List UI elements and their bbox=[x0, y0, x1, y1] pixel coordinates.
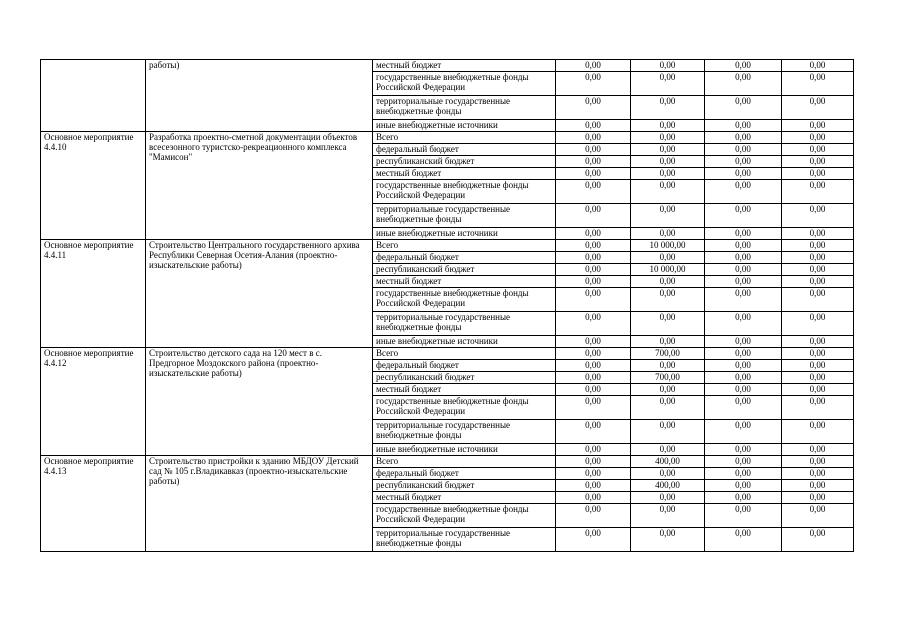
amount-value: 0,00 bbox=[809, 336, 826, 346]
amount-cell bbox=[705, 168, 782, 180]
amount-cell bbox=[631, 384, 705, 396]
amount-cell bbox=[631, 204, 705, 228]
funding-source-cell: территориальные государственные внебюджетные фонды bbox=[373, 528, 556, 552]
amount-cell bbox=[631, 372, 705, 384]
amount-value: 0,00 bbox=[585, 120, 601, 130]
amount-value: 0,00 bbox=[735, 456, 751, 466]
amount-value: 0,00 bbox=[809, 252, 826, 262]
amount-value: 0,00 bbox=[585, 252, 601, 262]
amount-cell bbox=[782, 276, 854, 288]
funding-source-cell: местный бюджет bbox=[373, 276, 556, 288]
amount-value: 0,00 bbox=[585, 132, 601, 142]
amount-value: 400,00 bbox=[655, 456, 680, 466]
amount-cell bbox=[631, 228, 705, 240]
amount-cell bbox=[705, 504, 782, 528]
amount-value: 0,00 bbox=[585, 420, 601, 430]
amount-cell bbox=[705, 480, 782, 492]
amount-value: 0,00 bbox=[809, 168, 826, 178]
amount-value: 0,00 bbox=[659, 312, 676, 322]
amount-value: 0,00 bbox=[809, 480, 826, 490]
amount-value: 0,00 bbox=[809, 360, 826, 370]
funding-source-cell: территориальные государственные внебюджетные фонды bbox=[373, 96, 556, 120]
amount-cell bbox=[556, 384, 631, 396]
amount-value: 0,00 bbox=[735, 288, 751, 298]
amount-cell bbox=[631, 252, 705, 264]
funding-source-cell: федеральный бюджет bbox=[373, 252, 556, 264]
amount-value: 0,00 bbox=[735, 468, 751, 478]
event-number-cell bbox=[41, 60, 146, 132]
amount-value: 0,00 bbox=[809, 384, 826, 394]
amount-cell bbox=[556, 96, 631, 120]
amount-cell bbox=[782, 264, 854, 276]
amount-cell bbox=[556, 204, 631, 228]
amount-value: 0,00 bbox=[585, 336, 601, 346]
amount-cell bbox=[556, 240, 631, 252]
amount-value: 0,00 bbox=[585, 480, 601, 490]
amount-cell bbox=[705, 228, 782, 240]
amount-cell bbox=[631, 420, 705, 444]
amount-cell bbox=[631, 264, 705, 276]
amount-cell bbox=[556, 276, 631, 288]
amount-cell bbox=[556, 372, 631, 384]
event-number-cell: Основное мероприятие 4.4.13 bbox=[41, 456, 146, 552]
amount-cell bbox=[631, 396, 705, 420]
amount-value: 0,00 bbox=[809, 288, 826, 298]
funding-source-cell: республиканский бюджет bbox=[373, 372, 556, 384]
amount-cell bbox=[782, 288, 854, 312]
amount-cell bbox=[782, 60, 854, 72]
amount-value: 0,00 bbox=[809, 420, 826, 430]
amount-cell bbox=[631, 528, 705, 552]
amount-value: 0,00 bbox=[585, 360, 601, 370]
amount-value: 0,00 bbox=[809, 348, 826, 358]
amount-value: 0,00 bbox=[735, 228, 751, 238]
amount-value: 0,00 bbox=[809, 180, 826, 190]
amount-value: 0,00 bbox=[735, 204, 751, 214]
amount-value: 0,00 bbox=[659, 60, 676, 70]
amount-value: 0,00 bbox=[585, 204, 601, 214]
amount-cell bbox=[631, 132, 705, 144]
amount-cell bbox=[556, 60, 631, 72]
amount-value: 10 000,00 bbox=[649, 240, 686, 250]
amount-value: 0,00 bbox=[585, 312, 601, 322]
amount-cell bbox=[782, 348, 854, 360]
funding-source-cell: иные внебюджетные источники bbox=[373, 228, 556, 240]
funding-source-cell: местный бюджет bbox=[373, 168, 556, 180]
amount-value: 0,00 bbox=[735, 348, 751, 358]
amount-cell bbox=[705, 444, 782, 456]
amount-cell bbox=[782, 420, 854, 444]
amount-cell bbox=[556, 252, 631, 264]
amount-value: 0,00 bbox=[659, 144, 676, 154]
amount-cell bbox=[631, 504, 705, 528]
amount-cell bbox=[705, 60, 782, 72]
amount-value: 0,00 bbox=[809, 468, 826, 478]
amount-value: 0,00 bbox=[809, 240, 826, 250]
amount-value: 10 000,00 bbox=[649, 264, 686, 274]
amount-cell bbox=[556, 504, 631, 528]
amount-cell bbox=[556, 168, 631, 180]
amount-value: 0,00 bbox=[659, 420, 676, 430]
amount-value: 0,00 bbox=[809, 372, 826, 382]
event-name-cell: Строительство детского сада на 120 мест в с. Предгорное Моздокского района (проектно-изыскательские работы) bbox=[146, 348, 373, 456]
amount-value: 0,00 bbox=[809, 228, 826, 238]
table-row bbox=[41, 132, 854, 144]
amount-value: 0,00 bbox=[585, 444, 601, 454]
funding-source-cell: государственные внебюджетные фонды Российской Федерации bbox=[373, 396, 556, 420]
amount-cell bbox=[705, 348, 782, 360]
amount-value: 0,00 bbox=[735, 528, 751, 538]
amount-cell bbox=[631, 144, 705, 156]
amount-value: 0,00 bbox=[809, 456, 826, 466]
amount-value: 0,00 bbox=[585, 288, 601, 298]
amount-value: 0,00 bbox=[735, 240, 751, 250]
amount-cell bbox=[631, 348, 705, 360]
amount-value: 0,00 bbox=[809, 444, 826, 454]
amount-value: 0,00 bbox=[585, 60, 601, 70]
amount-cell bbox=[556, 420, 631, 444]
amount-value: 0,00 bbox=[585, 264, 601, 274]
amount-cell bbox=[631, 480, 705, 492]
amount-value: 0,00 bbox=[735, 504, 751, 514]
amount-cell bbox=[705, 312, 782, 336]
amount-cell bbox=[705, 204, 782, 228]
amount-value: 0,00 bbox=[809, 312, 826, 322]
amount-value: 0,00 bbox=[659, 336, 676, 346]
amount-value: 0,00 bbox=[735, 492, 751, 502]
amount-value: 0,00 bbox=[585, 456, 601, 466]
amount-cell bbox=[705, 396, 782, 420]
amount-cell bbox=[782, 456, 854, 468]
amount-value: 0,00 bbox=[659, 468, 676, 478]
amount-value: 0,00 bbox=[735, 156, 751, 166]
amount-value: 0,00 bbox=[735, 384, 751, 394]
amount-value: 0,00 bbox=[735, 396, 751, 406]
amount-cell bbox=[631, 276, 705, 288]
amount-value: 0,00 bbox=[735, 72, 751, 82]
amount-cell bbox=[556, 180, 631, 204]
amount-cell bbox=[631, 168, 705, 180]
amount-cell bbox=[556, 468, 631, 480]
amount-cell bbox=[631, 240, 705, 252]
amount-value: 0,00 bbox=[809, 156, 826, 166]
funding-source-cell: федеральный бюджет bbox=[373, 144, 556, 156]
amount-value: 0,00 bbox=[735, 336, 751, 346]
amount-value: 0,00 bbox=[809, 396, 826, 406]
amount-cell bbox=[705, 180, 782, 204]
amount-value: 0,00 bbox=[659, 180, 676, 190]
amount-value: 400,00 bbox=[655, 480, 680, 490]
amount-value: 0,00 bbox=[659, 228, 676, 238]
amount-cell bbox=[631, 444, 705, 456]
amount-cell bbox=[556, 444, 631, 456]
amount-cell bbox=[782, 168, 854, 180]
amount-value: 0,00 bbox=[659, 132, 676, 142]
amount-cell bbox=[782, 504, 854, 528]
amount-value: 0,00 bbox=[659, 384, 676, 394]
amount-value: 0,00 bbox=[735, 120, 751, 130]
amount-value: 0,00 bbox=[809, 120, 826, 130]
amount-cell bbox=[556, 396, 631, 420]
amount-cell bbox=[705, 288, 782, 312]
amount-value: 0,00 bbox=[585, 384, 601, 394]
amount-cell bbox=[705, 96, 782, 120]
amount-cell bbox=[556, 228, 631, 240]
amount-value: 0,00 bbox=[659, 276, 676, 286]
amount-value: 0,00 bbox=[735, 168, 751, 178]
amount-cell bbox=[556, 492, 631, 504]
amount-cell bbox=[782, 480, 854, 492]
budget-table bbox=[40, 59, 854, 552]
funding-source-cell: государственные внебюджетные фонды Российской Федерации bbox=[373, 504, 556, 528]
amount-cell bbox=[782, 252, 854, 264]
amount-cell bbox=[556, 156, 631, 168]
amount-cell bbox=[631, 180, 705, 204]
event-name-cell: Строительство Центрального государственного архива Республики Северная Осетия-Алания (проектно-изыскательские работы) bbox=[146, 240, 373, 348]
amount-value: 0,00 bbox=[735, 180, 751, 190]
amount-value: 0,00 bbox=[585, 96, 601, 106]
amount-cell bbox=[782, 228, 854, 240]
amount-value: 0,00 bbox=[809, 504, 826, 514]
amount-cell bbox=[782, 444, 854, 456]
event-name-cell: работы) bbox=[146, 60, 373, 132]
amount-cell bbox=[556, 528, 631, 552]
funding-source-cell: государственные внебюджетные фонды Российской Федерации bbox=[373, 288, 556, 312]
amount-value: 0,00 bbox=[585, 504, 601, 514]
amount-cell bbox=[705, 456, 782, 468]
amount-cell bbox=[631, 312, 705, 336]
amount-cell bbox=[631, 60, 705, 72]
amount-cell bbox=[782, 468, 854, 480]
funding-source-cell: местный бюджет bbox=[373, 384, 556, 396]
funding-source-cell: Всего bbox=[373, 240, 556, 252]
amount-value: 0,00 bbox=[585, 492, 601, 502]
amount-value: 0,00 bbox=[585, 156, 601, 166]
amount-value: 0,00 bbox=[585, 240, 601, 250]
amount-value: 0,00 bbox=[659, 204, 676, 214]
funding-source-cell: государственные внебюджетные фонды Российской Федерации bbox=[373, 72, 556, 96]
amount-cell bbox=[705, 336, 782, 348]
amount-value: 0,00 bbox=[585, 276, 601, 286]
funding-source-cell: иные внебюджетные источники bbox=[373, 120, 556, 132]
event-number-cell: Основное мероприятие 4.4.11 bbox=[41, 240, 146, 348]
amount-value: 0,00 bbox=[809, 72, 826, 82]
amount-cell bbox=[556, 456, 631, 468]
amount-cell bbox=[631, 492, 705, 504]
amount-cell bbox=[556, 264, 631, 276]
amount-cell bbox=[782, 492, 854, 504]
table-row bbox=[41, 60, 854, 72]
amount-cell bbox=[631, 156, 705, 168]
amount-value: 0,00 bbox=[585, 468, 601, 478]
funding-source-cell: территориальные государственные внебюджетные фонды bbox=[373, 420, 556, 444]
amount-value: 0,00 bbox=[809, 96, 826, 106]
amount-cell bbox=[705, 252, 782, 264]
event-number-cell: Основное мероприятие 4.4.12 bbox=[41, 348, 146, 456]
amount-value: 0,00 bbox=[585, 348, 601, 358]
amount-value: 0,00 bbox=[585, 396, 601, 406]
amount-value: 0,00 bbox=[585, 168, 601, 178]
amount-cell bbox=[705, 528, 782, 552]
funding-source-cell: республиканский бюджет bbox=[373, 156, 556, 168]
amount-cell bbox=[556, 312, 631, 336]
amount-cell bbox=[705, 372, 782, 384]
amount-cell bbox=[631, 96, 705, 120]
amount-value: 0,00 bbox=[735, 276, 751, 286]
amount-cell bbox=[782, 204, 854, 228]
amount-value: 0,00 bbox=[735, 444, 751, 454]
amount-value: 0,00 bbox=[735, 480, 751, 490]
amount-value: 0,00 bbox=[809, 204, 826, 214]
amount-value: 0,00 bbox=[585, 372, 601, 382]
amount-cell bbox=[782, 384, 854, 396]
amount-cell bbox=[705, 384, 782, 396]
amount-cell bbox=[556, 120, 631, 132]
amount-cell bbox=[556, 348, 631, 360]
funding-source-cell: Всего bbox=[373, 348, 556, 360]
amount-value: 0,00 bbox=[659, 252, 676, 262]
funding-source-cell: иные внебюджетные источники bbox=[373, 444, 556, 456]
amount-value: 0,00 bbox=[659, 528, 676, 538]
amount-cell bbox=[782, 528, 854, 552]
amount-value: 0,00 bbox=[735, 132, 751, 142]
amount-cell bbox=[631, 456, 705, 468]
amount-cell bbox=[556, 336, 631, 348]
amount-cell bbox=[631, 120, 705, 132]
amount-value: 0,00 bbox=[809, 264, 826, 274]
funding-source-cell: иные внебюджетные источники bbox=[373, 336, 556, 348]
amount-cell bbox=[705, 264, 782, 276]
amount-cell bbox=[705, 144, 782, 156]
amount-cell bbox=[705, 156, 782, 168]
amount-value: 0,00 bbox=[585, 72, 601, 82]
amount-cell bbox=[556, 360, 631, 372]
amount-value: 0,00 bbox=[735, 360, 751, 370]
amount-value: 0,00 bbox=[659, 444, 676, 454]
table-body bbox=[41, 60, 854, 552]
funding-source-cell: территориальные государственные внебюджетные фонды bbox=[373, 312, 556, 336]
amount-value: 0,00 bbox=[659, 288, 676, 298]
amount-value: 0,00 bbox=[809, 528, 826, 538]
funding-source-cell: федеральный бюджет bbox=[373, 360, 556, 372]
event-number-cell: Основное мероприятие 4.4.10 bbox=[41, 132, 146, 240]
amount-cell bbox=[556, 72, 631, 96]
amount-cell bbox=[705, 360, 782, 372]
amount-value: 0,00 bbox=[809, 276, 826, 286]
amount-value: 0,00 bbox=[809, 132, 826, 142]
amount-value: 0,00 bbox=[735, 312, 751, 322]
amount-value: 0,00 bbox=[809, 60, 826, 70]
amount-cell bbox=[782, 144, 854, 156]
amount-cell bbox=[782, 312, 854, 336]
amount-cell bbox=[782, 336, 854, 348]
amount-cell bbox=[631, 360, 705, 372]
amount-cell bbox=[705, 120, 782, 132]
amount-cell bbox=[705, 240, 782, 252]
funding-source-cell: Всего bbox=[373, 456, 556, 468]
amount-cell bbox=[705, 132, 782, 144]
table-row bbox=[41, 240, 854, 252]
amount-value: 0,00 bbox=[659, 168, 676, 178]
amount-value: 0,00 bbox=[659, 96, 676, 106]
amount-cell bbox=[782, 96, 854, 120]
amount-cell bbox=[782, 156, 854, 168]
amount-value: 0,00 bbox=[735, 144, 751, 154]
amount-value: 0,00 bbox=[735, 264, 751, 274]
amount-cell bbox=[556, 288, 631, 312]
funding-source-cell: республиканский бюджет bbox=[373, 480, 556, 492]
funding-source-cell: республиканский бюджет bbox=[373, 264, 556, 276]
amount-cell bbox=[705, 492, 782, 504]
amount-cell bbox=[631, 72, 705, 96]
amount-cell bbox=[782, 372, 854, 384]
amount-value: 0,00 bbox=[735, 372, 751, 382]
amount-cell bbox=[782, 396, 854, 420]
amount-cell bbox=[705, 468, 782, 480]
event-name-cell: Разработка проектно-сметной документации объектов всесезонного туристско-рекреационного комплекса "Мамисон" bbox=[146, 132, 373, 240]
amount-value: 0,00 bbox=[809, 144, 826, 154]
amount-cell bbox=[782, 360, 854, 372]
amount-cell bbox=[782, 240, 854, 252]
funding-source-cell: государственные внебюджетные фонды Российской Федерации bbox=[373, 180, 556, 204]
amount-cell bbox=[631, 336, 705, 348]
funding-source-cell: местный бюджет bbox=[373, 60, 556, 72]
amount-value: 0,00 bbox=[585, 228, 601, 238]
amount-cell bbox=[705, 420, 782, 444]
amount-value: 0,00 bbox=[659, 156, 676, 166]
amount-cell bbox=[705, 72, 782, 96]
amount-cell bbox=[556, 132, 631, 144]
amount-cell bbox=[782, 72, 854, 96]
table-row bbox=[41, 348, 854, 360]
event-name-cell: Строительство пристройки к зданию МБДОУ Детский сад № 105 г.Владикавказ (проектно-изыскательские работы) bbox=[146, 456, 373, 552]
amount-value: 700,00 bbox=[655, 348, 680, 358]
amount-value: 0,00 bbox=[735, 420, 751, 430]
amount-value: 0,00 bbox=[809, 492, 826, 502]
amount-value: 0,00 bbox=[659, 120, 676, 130]
amount-value: 0,00 bbox=[659, 492, 676, 502]
amount-value: 0,00 bbox=[735, 252, 751, 262]
amount-value: 700,00 bbox=[655, 372, 680, 382]
funding-source-cell: территориальные государственные внебюджетные фонды bbox=[373, 204, 556, 228]
amount-value: 0,00 bbox=[659, 396, 676, 406]
amount-cell bbox=[631, 288, 705, 312]
funding-source-cell: Всего bbox=[373, 132, 556, 144]
amount-value: 0,00 bbox=[585, 180, 601, 190]
amount-value: 0,00 bbox=[735, 96, 751, 106]
amount-cell bbox=[782, 120, 854, 132]
table-row bbox=[41, 456, 854, 468]
amount-cell bbox=[705, 276, 782, 288]
funding-source-cell: местный бюджет bbox=[373, 492, 556, 504]
amount-cell bbox=[782, 180, 854, 204]
amount-cell bbox=[556, 480, 631, 492]
funding-source-cell: федеральный бюджет bbox=[373, 468, 556, 480]
amount-cell bbox=[782, 132, 854, 144]
amount-value: 0,00 bbox=[585, 144, 601, 154]
amount-value: 0,00 bbox=[659, 72, 676, 82]
amount-value: 0,00 bbox=[585, 528, 601, 538]
amount-cell bbox=[631, 468, 705, 480]
amount-value: 0,00 bbox=[659, 360, 676, 370]
amount-cell bbox=[556, 144, 631, 156]
amount-value: 0,00 bbox=[735, 60, 751, 70]
amount-value: 0,00 bbox=[659, 504, 676, 514]
